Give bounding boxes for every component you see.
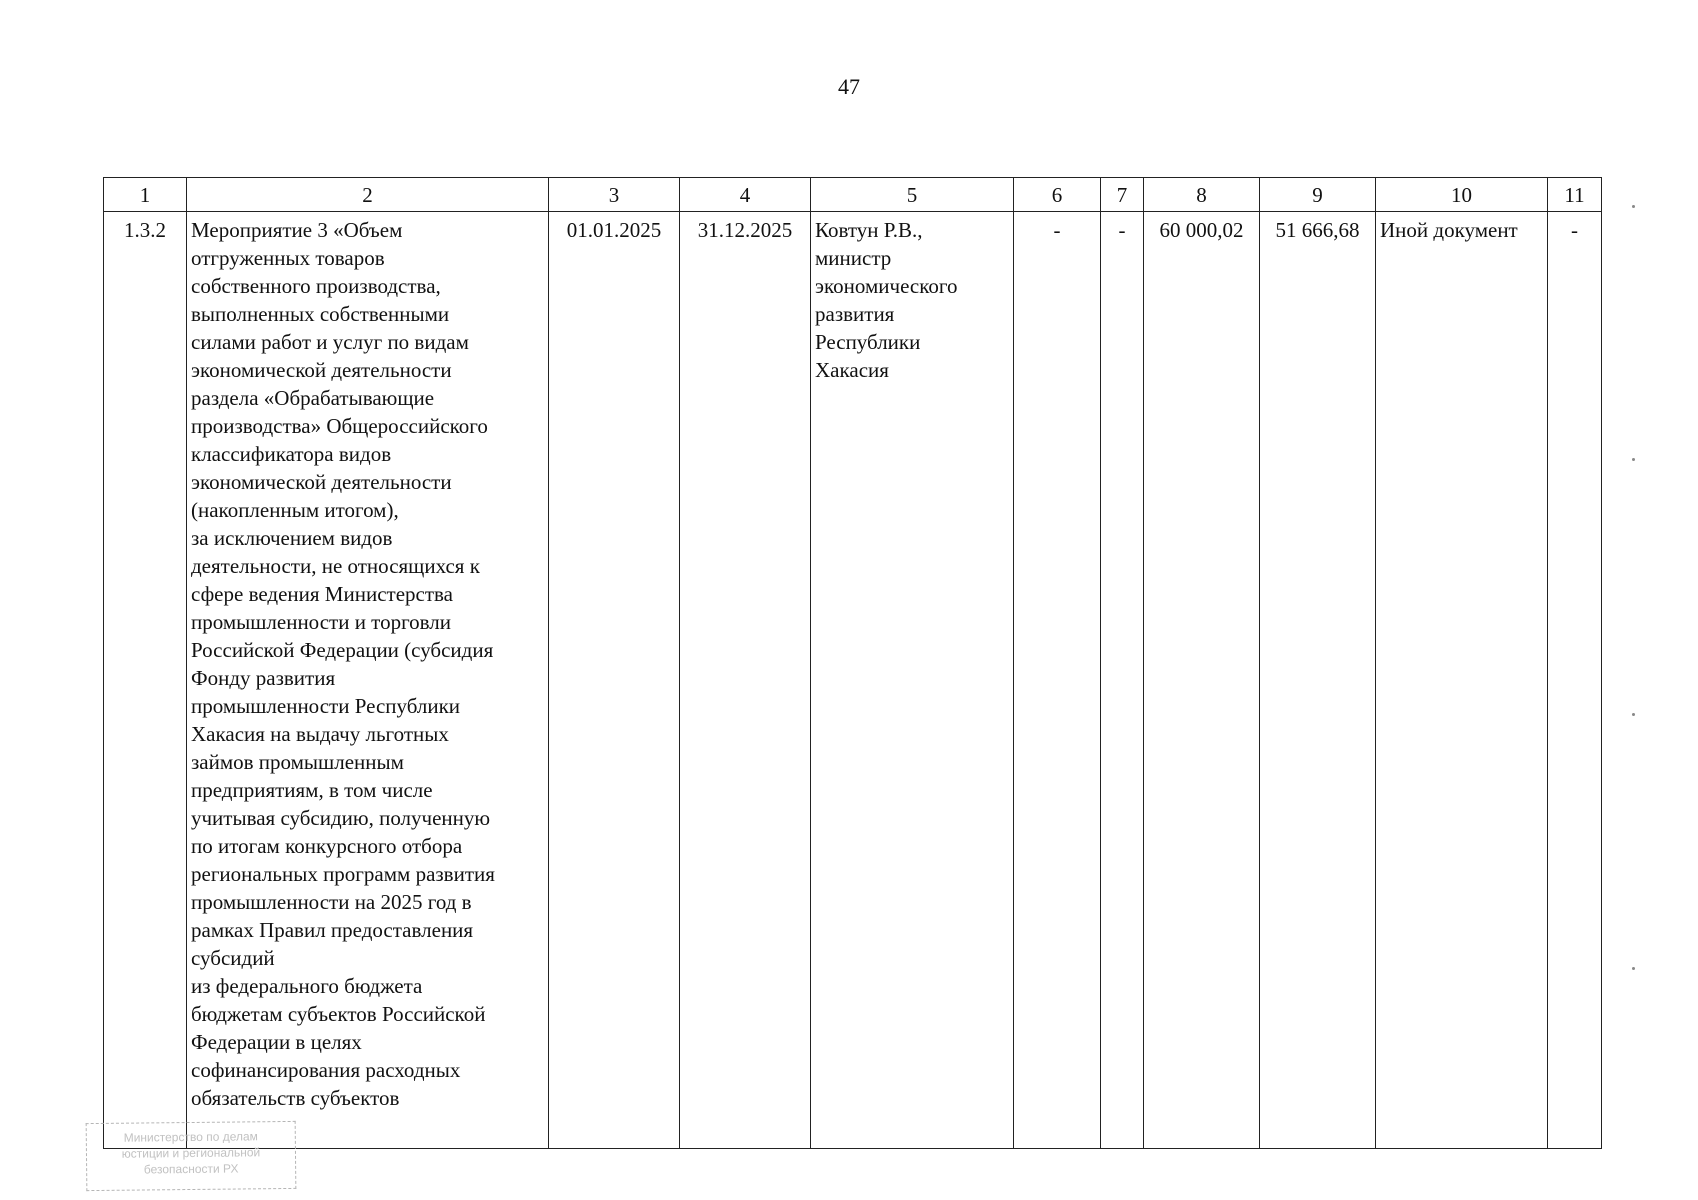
row-col-7: -	[1101, 212, 1144, 1149]
row-responsible: Ковтун Р.В., министр экономического развития Республики Хакасия	[811, 212, 1014, 1149]
row-number: 1.3.2	[104, 212, 187, 1149]
registration-stamp: Министерство по делам юстиции и региональной безопасности РХ	[86, 1121, 297, 1191]
scan-mark	[1632, 967, 1635, 970]
table-header	[104, 178, 1602, 212]
header-col-5: 5	[811, 178, 1014, 212]
header-col-10: 10	[1376, 178, 1548, 212]
header-col-7: 7	[1101, 178, 1144, 212]
row-col-8-amount: 60 000,02	[1144, 212, 1260, 1149]
row-col-11: -	[1548, 212, 1602, 1149]
row-col-10-document: Иной документ	[1376, 212, 1548, 1149]
row-col-6: -	[1014, 212, 1101, 1149]
header-row	[104, 178, 1602, 212]
header-col-11: 11	[1548, 178, 1602, 212]
activities-table	[103, 177, 1602, 1149]
header-col-8: 8	[1144, 178, 1260, 212]
header-col-4: 4	[680, 178, 811, 212]
header-col-6: 6	[1014, 178, 1101, 212]
scan-mark	[1632, 458, 1635, 461]
header-col-2: 2	[187, 178, 549, 212]
row-description: Мероприятие 3 «Объем отгруженных товаров собственного производства, выполненных собственными силами работ и услуг по видам экономической деятельности раздела «Обрабатывающие производства» Общероссийского классификатора видов экономической деятельности (накопленным итогом), за исключением видов деятельности, не относящихся к сфере ведения Министерства промышленности и торговли Российской Федерации (субсидия Фонду развития промышленности Республики Хакасия на выдачу льготных займов промышленным предприятиям, в том числе учитывая субсидию, полученную по итогам конкурсного отбора региональных программ развития промышленности на 2025 год в рамках Правил предоставления субсидий из федерального бюджета бюджетам субъектов Российской Федерации в целях софинансирования расходных обязательств субъектов	[187, 212, 549, 1149]
row-col-9-amount: 51 666,68	[1260, 212, 1376, 1149]
header-col-1: 1	[104, 178, 187, 212]
scan-mark	[1632, 205, 1635, 208]
row-end-date: 31.12.2025	[680, 212, 811, 1149]
scan-mark	[1632, 713, 1635, 716]
header-col-3: 3	[549, 178, 680, 212]
header-col-9: 9	[1260, 178, 1376, 212]
page-number: 47	[838, 74, 860, 99]
table-row	[104, 212, 1602, 1149]
row-start-date: 01.01.2025	[549, 212, 680, 1149]
